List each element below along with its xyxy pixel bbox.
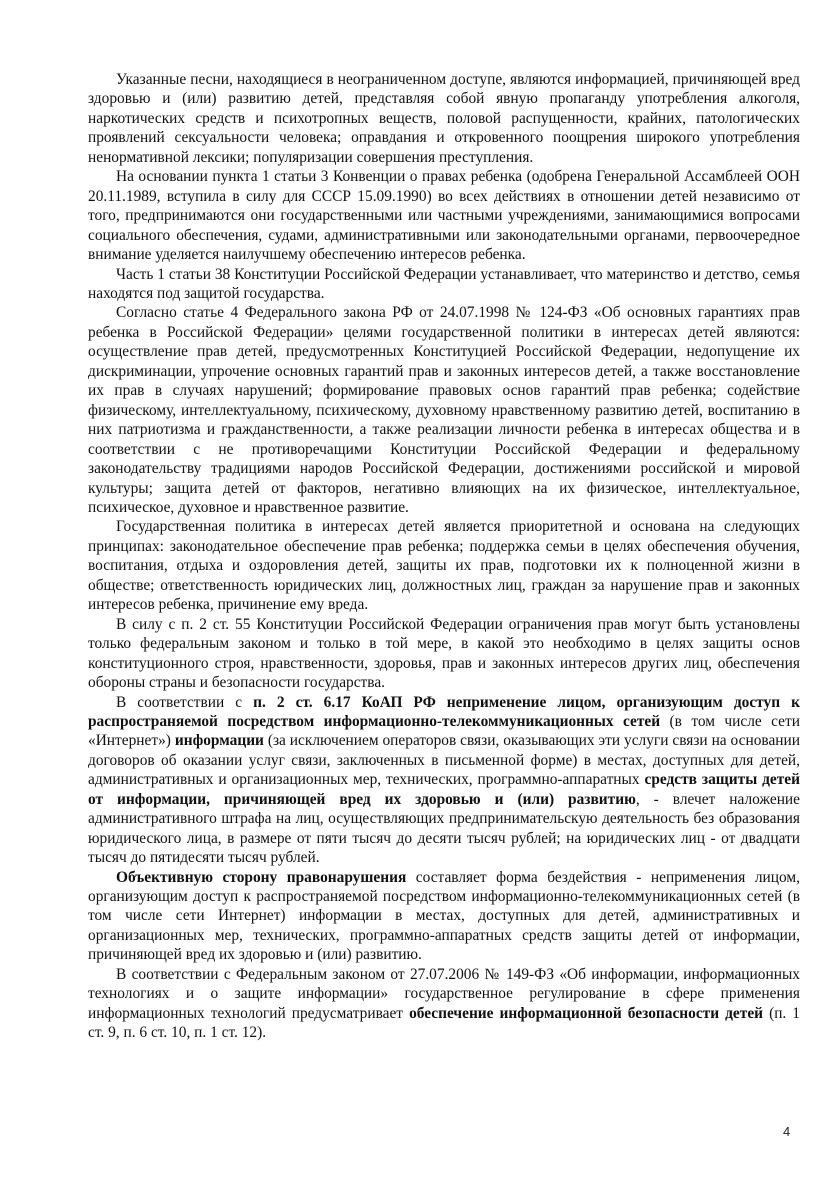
bold-text-run: п. 2 ст. 6.17 КоАП РФ неприменение лицом, организующим доступ к распространяемой посредством информационно-телекоммуникационных сетей (88, 693, 800, 730)
text-run: Государственная политика в интересах детей является приоритетной и основана на следующих принципах: законодательное обеспечение прав ребенка; поддержка семьи в целях обеспечения обучения, воспитания, отдыха и оздоровления детей, защиты их прав, подготовки их к полноценной жизни в обществе; ответственность юридических лиц, должностных лиц, граждан за нарушение прав и законных интересов ребенка, причинение ему вреда. (88, 518, 800, 614)
text-run: (п. 1 ст. 9, п. 6 ст. 10, п. 1 ст. 12). (88, 1004, 801, 1042)
text-run: В соответствии с (116, 693, 254, 711)
text-run: В силу с п. 2 ст. 55 Конституции Российской Федерации ограничения прав могут быть установлены только федеральным законом и только в той мере, в какой это необходимо в целях защиты основ конституционного строя, нравственности, здоровья, прав и законных интересов других лиц, обеспечения обороны страны и безопасности государства. (88, 615, 800, 692)
paragraph-federal-law-149 (88, 965, 800, 1043)
text-run: составляет форма бездействия - неприменения лицом, организующим доступ к распространяемой посредством информационно-телекоммуникационных сетей (в том числе сети Интернет) информации в местах, доступных для детей, административных и организационных мер, технических, программно-аппаратных средств защиты детей от информации, причиняющей вред их здоровью и (или) развитию. (88, 868, 800, 964)
paragraph-federal-law-124 (88, 303, 800, 517)
paragraph-harmful-songs (88, 70, 800, 167)
paragraph-constitution-art-38 (88, 265, 800, 304)
page-number: 4 (783, 1124, 791, 1139)
bold-text-run: средств защиты детей от информации, причиняющей вред их здоровью и (или) развитию (88, 771, 800, 808)
text-run: , - влечет наложение административного штрафа на лиц, осуществляющих предпринимательскую деятельность без образования юридического лица, в размере от пяти тысяч до десяти тысяч рублей; на юридических лиц - от двадцати тысяч до пятидесяти тысяч рублей. (88, 790, 800, 867)
paragraph-constitution-art-55 (88, 615, 800, 693)
bold-text-run: информации (174, 732, 264, 750)
bold-text-run: обеспечение информационной безопасности детей (409, 1004, 764, 1022)
document-body (88, 70, 800, 1043)
text-run: (за исключением операторов связи, оказывающих эти услуги связи на основании договоров об оказании услуг связи, заключенных в письменной форме) в местах, доступных для детей, административных и организационных мер, технических, программно-аппаратных (88, 732, 801, 789)
paragraph-objective-side (88, 868, 800, 965)
text-run: Согласно статье 4 Федерального закона РФ от 24.07.1998 № 124-ФЗ «Об основных гарантиях прав ребенка в Российской Федерации» целями государственной политики в интересах детей являются: осуществление прав детей, предусмотренных Конституцией Российской Федерации, недопущение их дискриминации, упрочение основных гарантий прав и законных интересов детей, а также восстановление их прав в случаях нарушений; формирование правовых основ гарантий прав ребенка; содействие физическому, интеллектуальному, психическому, духовному нравственному развитию детей, воспитанию в них патриотизма и гражданственности, а также реализации личности ребенка в интересах общества и в соответствии с не противоречащими Конституции Российской Федерации и федеральному законодательству традициями народов Российской Федерации, достижениями российской и мировой культуры; защита детей от факторов, негативно влияющих на их физическое, интеллектуальное, психическое, духовное и нравственное развитие. (88, 304, 800, 516)
paragraph-state-policy-principles (88, 517, 800, 614)
text-run: (в том числе сети «Интернет») (88, 712, 800, 750)
paragraph-convention-child-rights (88, 167, 800, 264)
paragraph-koap-6-17 (88, 693, 800, 868)
bold-text-run: Объективную сторону правонарушения (116, 868, 407, 886)
text-run: На основании пункта 1 статьи 3 Конвенции о правах ребенка (одобрена Генеральной Ассамблеей ООН 20.11.1989, вступила в силу для СССР 15.09.1990) во всех действиях в отношении детей независимо от того, предпринимаются они государственными или частными учреждениями, занимающимися вопросами социального обеспечения, судами, административными или законодательными органами, первоочередное внимание уделяется наилучшему обеспечению интересов ребенка. (88, 168, 800, 264)
text-run: Часть 1 статьи 38 Конституции Российской Федерации устанавливает, что материнство и детство, семья находятся под защитой государства. (88, 265, 800, 302)
text-run: Указанные песни, находящиеся в неограниченном доступе, являются информацией, причиняющей вред здоровью и (или) развитию детей, представляя собой явную пропаганду употребления алкоголя, наркотических средств и психотропных веществ, половой распущенности, крайних, патологических проявлений сексуальности человека; оправдания и откровенного поощрения широкого употребления ненормативной лексики; популяризации совершения преступления. (88, 71, 800, 166)
text-run: В соответствии с Федеральным законом от 27.07.2006 № 149-ФЗ «Об информации, информационных технологиях и о защите информации» государственное регулирование в сфере применения информационных технологий предусматривает (88, 965, 800, 1022)
